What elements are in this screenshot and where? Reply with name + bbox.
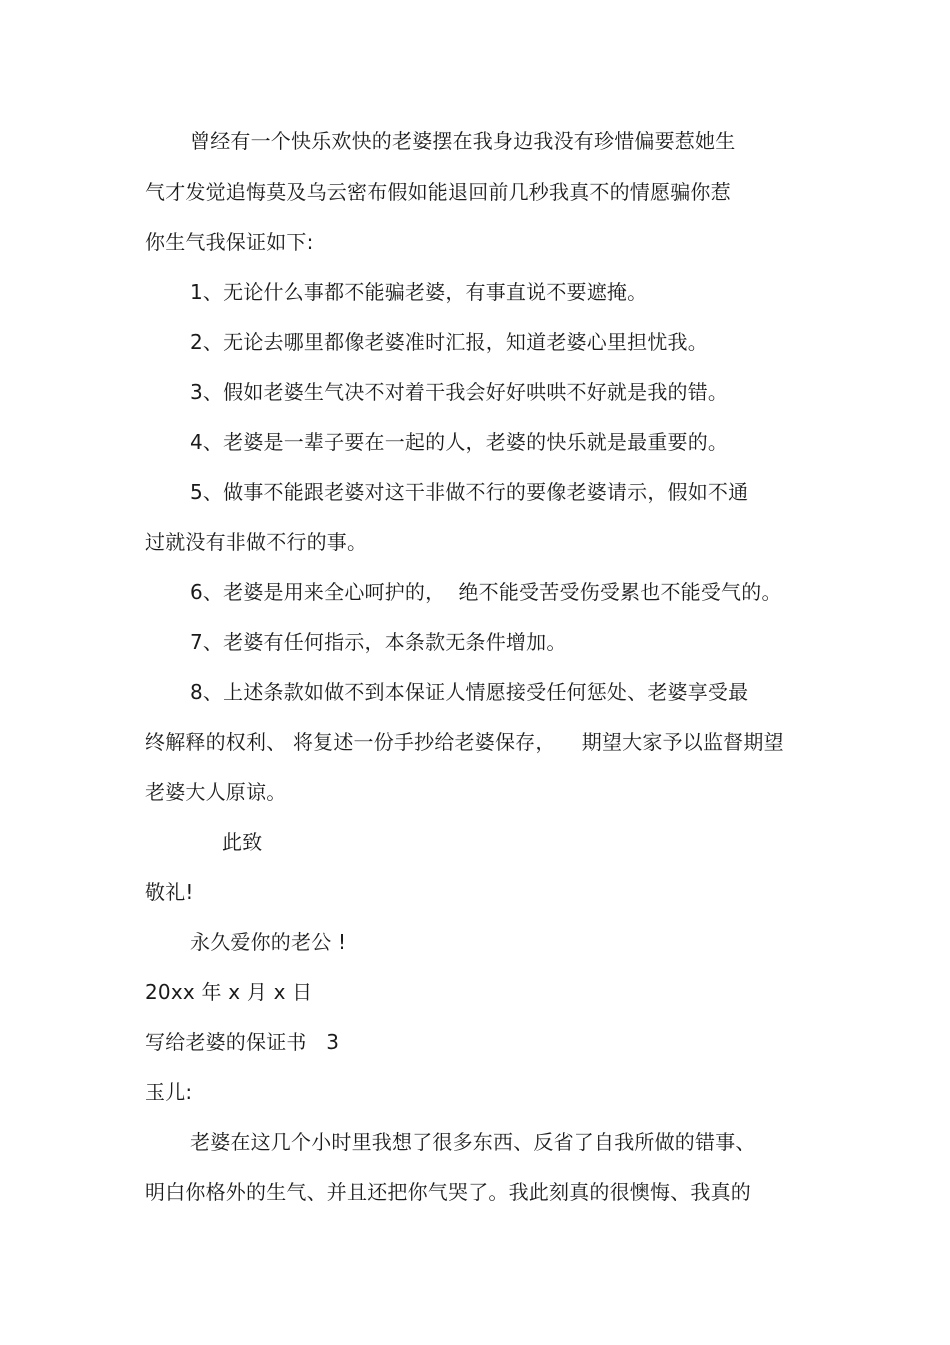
item-3: 3、假如老婆生气决不对着干我会好好哄哄不好就是我的错。	[190, 380, 729, 404]
item-2: 2、无论去哪里都像老婆准时汇报，知道老婆心里担忧我。	[190, 330, 708, 354]
closing-cizhi: 此致	[222, 830, 263, 854]
paragraph1-line-3: 你生气我保证如下:	[145, 230, 314, 254]
item-8-line-1: 8、上述条款如做不到本保证人情愿接受任何惩处、老婆享受最	[190, 680, 749, 704]
paragraph1-line-1: 曾经有一个快乐欢快的老婆摆在我身边我没有珍惜偏要惹她生	[190, 129, 736, 153]
item-6: 6、老婆是用来全心呵护的， 绝不能受苦受伤受累也不能受气的。	[190, 580, 782, 604]
item-7: 7、老婆有任何指示，本条款无条件增加。	[190, 630, 567, 654]
item-1: 1、无论什么事都不能骗老婆，有事直说不要遮掩。	[190, 280, 648, 304]
item-4: 4、老婆是一辈子要在一起的人，老婆的快乐就是最重要的。	[190, 430, 729, 454]
item-8-line-2: 终解释的权利、 将复述一份手抄给老婆保存， 期望大家予以监督期望	[145, 730, 784, 754]
section-title: 写给老婆的保证书 3	[145, 1030, 340, 1054]
paragraph2-line-2: 明白你格外的生气、并且还把你气哭了。我此刻真的很懊悔、我真的	[145, 1180, 751, 1204]
date: 20xx 年 x 月 x 日	[145, 980, 313, 1004]
paragraph2-line-1: 老婆在这几个小时里我想了很多东西、反省了自我所做的错事、	[190, 1130, 756, 1154]
closing-jingli: 敬礼!	[145, 880, 194, 904]
signature: 永久爱你的老公 !	[190, 930, 347, 954]
paragraph1-line-2: 气才发觉追悔莫及乌云密布假如能退回前几秒我真不的情愿骗你惹	[145, 180, 731, 204]
salutation: 玉儿:	[145, 1080, 193, 1104]
item-8-line-3: 老婆大人原谅。	[145, 780, 287, 804]
item-5-line-1: 5、做事不能跟老婆对这干非做不行的要像老婆请示，假如不通	[190, 480, 749, 504]
item-5-line-2: 过就没有非做不行的事。	[145, 530, 368, 554]
